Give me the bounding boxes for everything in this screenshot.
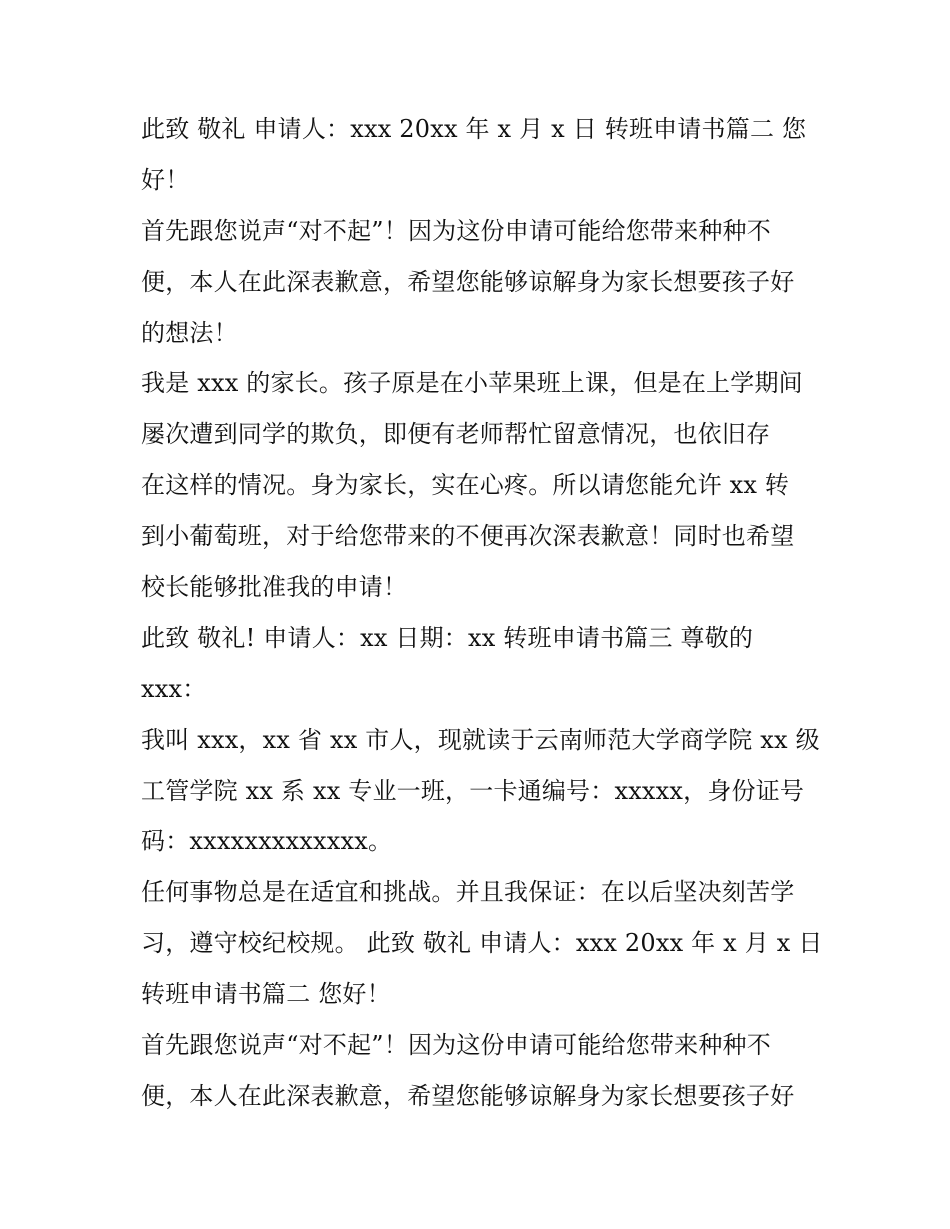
text-line: 的想法！	[141, 318, 238, 347]
text-line: 便，本人在此深表歉意，希望您能够谅解身为家长想要孩子好	[141, 267, 795, 296]
text-line: 首先跟您说声“对不起”！因为这份申请可能给您带来种种不	[141, 1031, 771, 1060]
text-line: 习，遵守校纪校规。 此致 敬礼 申请人：xxx 20xx 年 x 月 x 日	[141, 929, 823, 958]
text-line: 此致 敬礼! 申请人：xx 日期：xx 转班申请书篇三 尊敬的	[141, 623, 754, 652]
text-line: 我叫 xxx，xx 省 xx 市人，现就读于云南师范大学商学院 xx 级	[141, 725, 820, 754]
text-line: 首先跟您说声“对不起”！因为这份申请可能给您带来种种不	[141, 216, 771, 245]
text-line: 工管学院 xx 系 xx 专业一班，一卡通编号：xxxxx，身份证号	[141, 776, 805, 805]
text-line: 码：xxxxxxxxxxxxx。	[141, 827, 393, 856]
text-line: 我是 xxx 的家长。孩子原是在小苹果班上课，但是在上学期间	[141, 369, 803, 398]
text-line: 转班申请书篇二 您好！	[141, 980, 391, 1009]
text-line: 便，本人在此深表歉意，希望您能够谅解身为家长想要孩子好	[141, 1081, 795, 1110]
text-line: 校长能够批准我的申请！	[141, 573, 408, 602]
document-body	[141, 104, 821, 1122]
text-line: 好！	[141, 165, 190, 194]
text-line: 任何事物总是在适宜和挑战。并且我保证：在以后坚决刻苦学	[141, 878, 795, 907]
text-line: 屡次遭到同学的欺负，即便有老师帮忙留意情况，也依旧存	[141, 420, 771, 449]
text-line: 到小葡萄班，对于给您带来的不便再次深表歉意！同时也希望	[141, 522, 795, 551]
text-line: xxx：	[141, 674, 207, 703]
text-line: 在这样的情况。身为家长，实在心疼。所以请您能允许 xx 转	[141, 471, 790, 500]
text-line: 此致 敬礼 申请人：xxx 20xx 年 x 月 x 日 转班申请书篇二 您	[141, 115, 807, 143]
